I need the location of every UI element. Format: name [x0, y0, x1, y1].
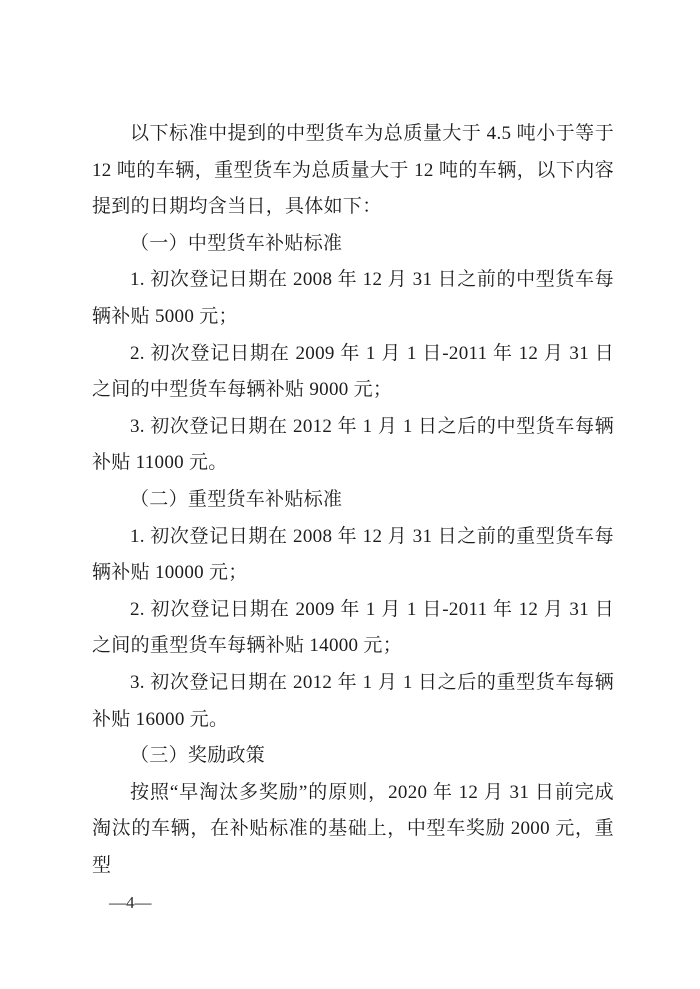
- paragraph: （一）中型货车补贴标准: [130, 232, 343, 254]
- paragraph: 3. 初次登记日期在 2012 年 1 月 1 日之后的中型货车每辆补贴 11000 元。: [92, 415, 614, 474]
- paragraph: （三）奖励政策: [130, 745, 266, 767]
- paragraph: 以下标准中提到的中型货车为总质量大于 4.5 吨小于等于 12 吨的车辆，重型货车为总质量大于 12 吨的车辆，以下内容提到的日期均含当日，具体如下：: [92, 123, 614, 218]
- paragraph: 1. 初次登记日期在 2008 年 12 月 31 日之前的中型货车每辆补贴 5000 元；: [92, 269, 614, 327]
- paragraph: 按照“早淘汰多奖励”的原则，2020 年 12 月 31 日前完成淘汰的车辆，在补贴标准的基础上，中型车奖励 2000 元，重型: [92, 781, 614, 876]
- paragraph: 3. 初次登记日期在 2012 年 1 月 1 日之后的重型货车每辆补贴 16000 元。: [92, 671, 614, 730]
- paragraph: （二）重型货车补贴标准: [130, 488, 343, 510]
- page-number: —4—: [109, 893, 152, 912]
- paragraph: 2. 初次登记日期在 2009 年 1 月 1 日-2011 年 12 月 31 日之间的重型货车每辆补贴 14000 元；: [92, 598, 614, 657]
- paragraph: 2. 初次登记日期在 2009 年 1 月 1 日-2011 年 12 月 31 日之间的中型货车每辆补贴 9000 元；: [92, 342, 614, 401]
- document-body: [92, 116, 614, 884]
- paragraph: 1. 初次登记日期在 2008 年 12 月 31 日之前的重型货车每辆补贴 10000 元；: [92, 525, 614, 584]
